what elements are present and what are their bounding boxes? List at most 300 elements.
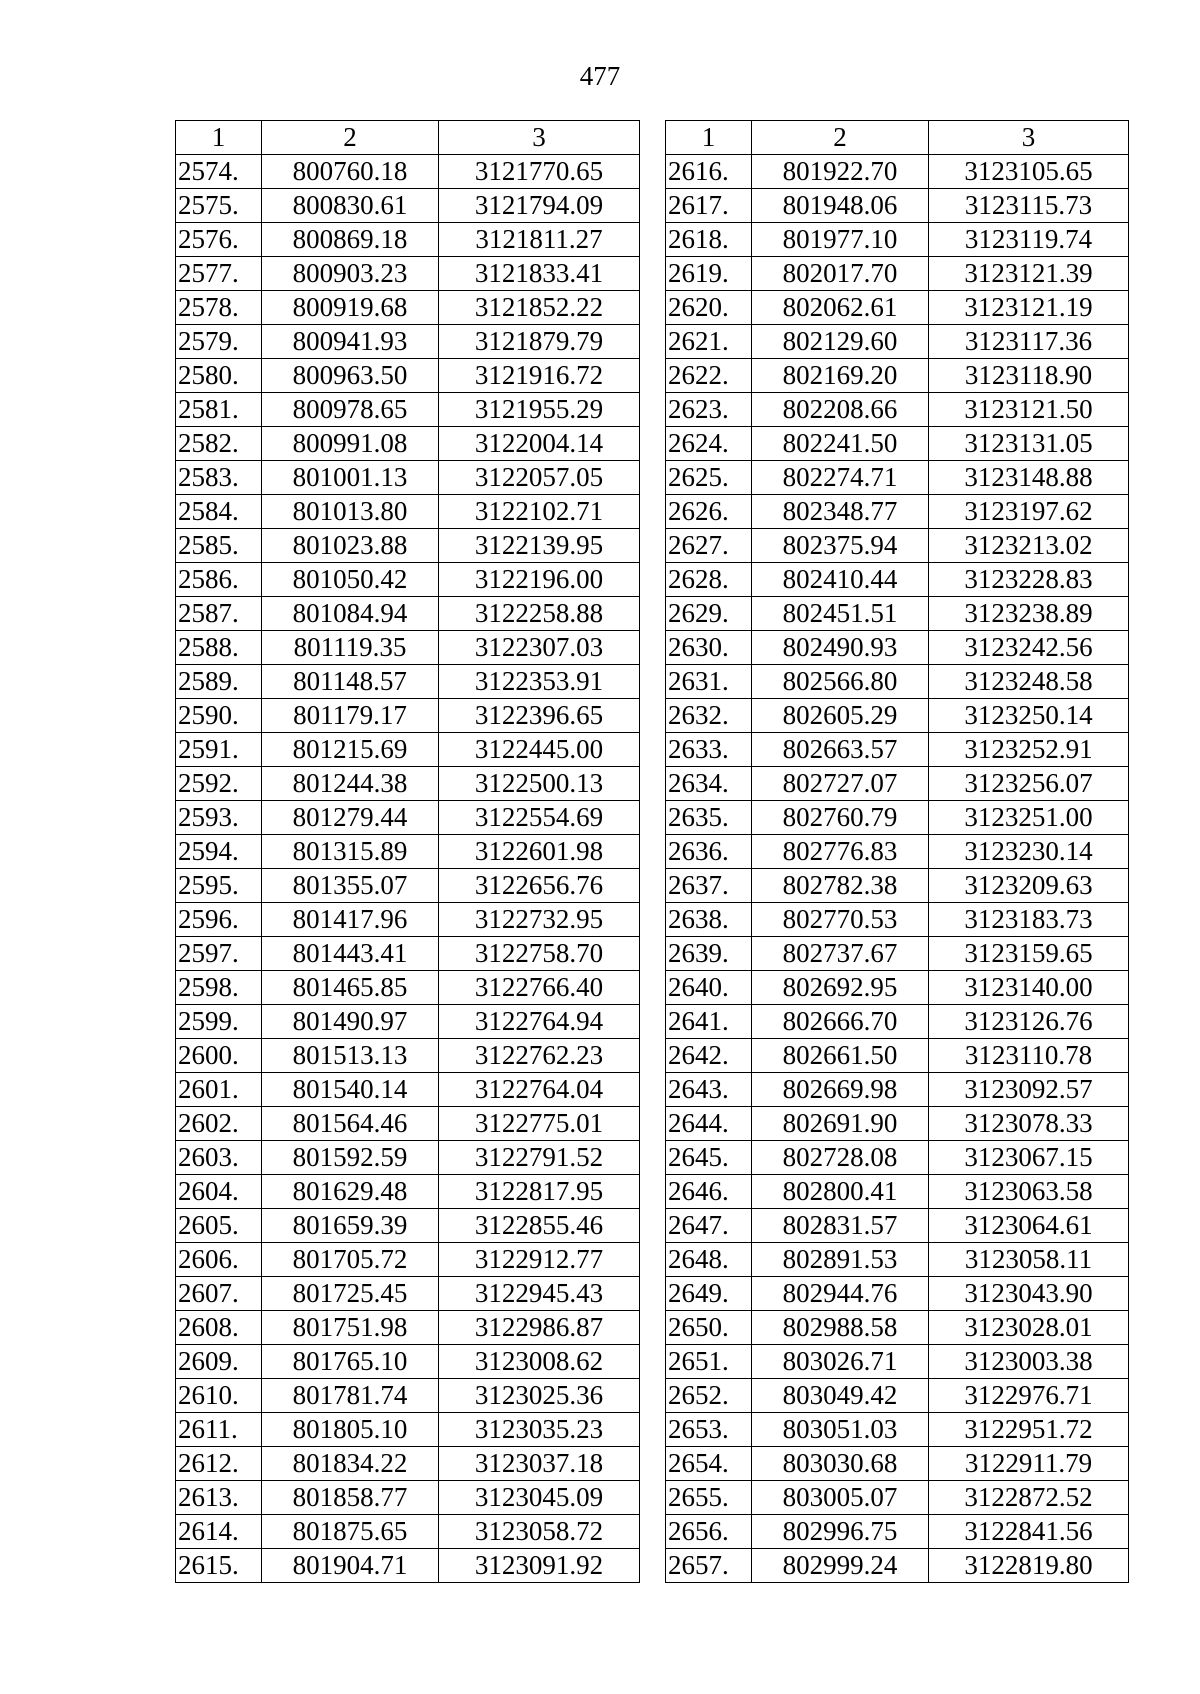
cell-x-coordinate: 802208.66 — [752, 393, 929, 427]
cell-point-number: 2639. — [666, 937, 752, 971]
cell-point-number: 2605. — [176, 1209, 262, 1243]
cell-y-coordinate: 3122911.79 — [929, 1447, 1129, 1481]
table-row — [666, 1481, 1129, 1515]
cell-y-coordinate: 3123252.91 — [929, 733, 1129, 767]
cell-x-coordinate: 802566.80 — [752, 665, 929, 699]
cell-x-coordinate: 801215.69 — [262, 733, 439, 767]
cell-point-number: 2601. — [176, 1073, 262, 1107]
cell-x-coordinate: 800941.93 — [262, 325, 439, 359]
cell-point-number: 2652. — [666, 1379, 752, 1413]
cell-x-coordinate: 802692.95 — [752, 971, 929, 1005]
cell-x-coordinate: 801315.89 — [262, 835, 439, 869]
table-row — [666, 1447, 1129, 1481]
table-row — [666, 461, 1129, 495]
table-row — [666, 767, 1129, 801]
cell-x-coordinate: 802017.70 — [752, 257, 929, 291]
cell-y-coordinate: 3122791.52 — [439, 1141, 640, 1175]
cell-point-number: 2654. — [666, 1447, 752, 1481]
table-row — [666, 1175, 1129, 1209]
cell-x-coordinate: 801781.74 — [262, 1379, 439, 1413]
cell-y-coordinate: 3123064.61 — [929, 1209, 1129, 1243]
cell-x-coordinate: 802661.50 — [752, 1039, 929, 1073]
cell-x-coordinate: 802776.83 — [752, 835, 929, 869]
cell-y-coordinate: 3122196.00 — [439, 563, 640, 597]
cell-x-coordinate: 801858.77 — [262, 1481, 439, 1515]
cell-x-coordinate: 801765.10 — [262, 1345, 439, 1379]
table-row — [176, 801, 640, 835]
cell-x-coordinate: 802451.51 — [752, 597, 929, 631]
cell-y-coordinate: 3123058.72 — [439, 1515, 640, 1549]
cell-x-coordinate: 801875.65 — [262, 1515, 439, 1549]
table-row — [666, 1107, 1129, 1141]
table-row — [666, 223, 1129, 257]
cell-y-coordinate: 3122817.95 — [439, 1175, 640, 1209]
table-row — [176, 427, 640, 461]
table-body — [176, 155, 640, 1583]
table-row — [176, 597, 640, 631]
cell-y-coordinate: 3123256.07 — [929, 767, 1129, 801]
cell-point-number: 2599. — [176, 1005, 262, 1039]
table-row — [176, 1141, 640, 1175]
table-row — [666, 495, 1129, 529]
cell-point-number: 2609. — [176, 1345, 262, 1379]
cell-y-coordinate: 3121770.65 — [439, 155, 640, 189]
cell-x-coordinate: 801834.22 — [262, 1447, 439, 1481]
table-row — [176, 1345, 640, 1379]
cell-point-number: 2602. — [176, 1107, 262, 1141]
cell-y-coordinate: 3123063.58 — [929, 1175, 1129, 1209]
table-row — [666, 155, 1129, 189]
cell-point-number: 2577. — [176, 257, 262, 291]
cell-point-number: 2640. — [666, 971, 752, 1005]
cell-y-coordinate: 3123078.33 — [929, 1107, 1129, 1141]
table-header — [666, 121, 1129, 155]
table-row — [176, 1243, 640, 1277]
header-cell-x: 2 — [262, 121, 439, 155]
cell-x-coordinate: 801659.39 — [262, 1209, 439, 1243]
table-row — [176, 461, 640, 495]
cell-point-number: 2586. — [176, 563, 262, 597]
cell-y-coordinate: 3122762.23 — [439, 1039, 640, 1073]
cell-y-coordinate: 3122396.65 — [439, 699, 640, 733]
table-row — [666, 597, 1129, 631]
cell-y-coordinate: 3122102.71 — [439, 495, 640, 529]
cell-point-number: 2632. — [666, 699, 752, 733]
cell-x-coordinate: 801179.17 — [262, 699, 439, 733]
cell-y-coordinate: 3123117.36 — [929, 325, 1129, 359]
table-row — [666, 869, 1129, 903]
cell-point-number: 2603. — [176, 1141, 262, 1175]
table-row — [176, 903, 640, 937]
table-row — [176, 1073, 640, 1107]
table-row — [176, 971, 640, 1005]
cell-point-number: 2607. — [176, 1277, 262, 1311]
cell-point-number: 2574. — [176, 155, 262, 189]
cell-x-coordinate: 801948.06 — [752, 189, 929, 223]
cell-point-number: 2582. — [176, 427, 262, 461]
cell-x-coordinate: 802241.50 — [752, 427, 929, 461]
cell-y-coordinate: 3123105.65 — [929, 155, 1129, 189]
cell-y-coordinate: 3121811.27 — [439, 223, 640, 257]
cell-x-coordinate: 801805.10 — [262, 1413, 439, 1447]
table-body — [666, 155, 1129, 1583]
cell-x-coordinate: 802728.08 — [752, 1141, 929, 1175]
table-row — [666, 903, 1129, 937]
cell-x-coordinate: 801629.48 — [262, 1175, 439, 1209]
cell-y-coordinate: 3123003.38 — [929, 1345, 1129, 1379]
table-row — [176, 529, 640, 563]
table-row — [176, 1039, 640, 1073]
table-row — [666, 1209, 1129, 1243]
cell-x-coordinate: 803030.68 — [752, 1447, 929, 1481]
cell-x-coordinate: 801977.10 — [752, 223, 929, 257]
table-header — [176, 121, 640, 155]
table-row — [176, 1481, 640, 1515]
cell-point-number: 2645. — [666, 1141, 752, 1175]
cell-point-number: 2590. — [176, 699, 262, 733]
header-row — [666, 121, 1129, 155]
cell-y-coordinate: 3122976.71 — [929, 1379, 1129, 1413]
cell-x-coordinate: 800991.08 — [262, 427, 439, 461]
cell-point-number: 2579. — [176, 325, 262, 359]
cell-x-coordinate: 803049.42 — [752, 1379, 929, 1413]
cell-x-coordinate: 800903.23 — [262, 257, 439, 291]
table-row — [176, 563, 640, 597]
cell-x-coordinate: 801564.46 — [262, 1107, 439, 1141]
cell-x-coordinate: 802490.93 — [752, 631, 929, 665]
cell-point-number: 2647. — [666, 1209, 752, 1243]
table-row — [176, 257, 640, 291]
cell-x-coordinate: 803005.07 — [752, 1481, 929, 1515]
table-row — [176, 1413, 640, 1447]
cell-y-coordinate: 3122945.43 — [439, 1277, 640, 1311]
cell-point-number: 2633. — [666, 733, 752, 767]
table-row — [666, 699, 1129, 733]
cell-x-coordinate: 802375.94 — [752, 529, 929, 563]
cell-point-number: 2593. — [176, 801, 262, 835]
coordinates-table-right — [665, 120, 1129, 1583]
cell-point-number: 2616. — [666, 155, 752, 189]
header-cell-y: 3 — [929, 121, 1129, 155]
cell-point-number: 2623. — [666, 393, 752, 427]
cell-y-coordinate: 3123242.56 — [929, 631, 1129, 665]
table-row — [176, 1005, 640, 1039]
cell-y-coordinate: 3123121.50 — [929, 393, 1129, 427]
cell-point-number: 2578. — [176, 291, 262, 325]
cell-point-number: 2621. — [666, 325, 752, 359]
table-row — [666, 835, 1129, 869]
cell-x-coordinate: 801023.88 — [262, 529, 439, 563]
cell-point-number: 2581. — [176, 393, 262, 427]
table-row — [666, 1549, 1129, 1583]
cell-point-number: 2611. — [176, 1413, 262, 1447]
table-row — [176, 1549, 640, 1583]
cell-y-coordinate: 3123126.76 — [929, 1005, 1129, 1039]
coordinates-table-left — [175, 120, 640, 1583]
cell-x-coordinate: 802274.71 — [752, 461, 929, 495]
cell-point-number: 2598. — [176, 971, 262, 1005]
cell-y-coordinate: 3122951.72 — [929, 1413, 1129, 1447]
cell-y-coordinate: 3122758.70 — [439, 937, 640, 971]
cell-x-coordinate: 802760.79 — [752, 801, 929, 835]
cell-y-coordinate: 3122732.95 — [439, 903, 640, 937]
table-row — [176, 223, 640, 257]
cell-y-coordinate: 3122855.46 — [439, 1209, 640, 1243]
table-row — [666, 1005, 1129, 1039]
cell-x-coordinate: 801540.14 — [262, 1073, 439, 1107]
cell-point-number: 2637. — [666, 869, 752, 903]
cell-point-number: 2622. — [666, 359, 752, 393]
cell-point-number: 2592. — [176, 767, 262, 801]
cell-y-coordinate: 3122004.14 — [439, 427, 640, 461]
cell-point-number: 2610. — [176, 1379, 262, 1413]
cell-x-coordinate: 802782.38 — [752, 869, 929, 903]
table-row — [666, 427, 1129, 461]
cell-y-coordinate: 3123067.15 — [929, 1141, 1129, 1175]
cell-x-coordinate: 802691.90 — [752, 1107, 929, 1141]
table-row — [666, 1277, 1129, 1311]
table-row — [176, 699, 640, 733]
table-row — [666, 529, 1129, 563]
cell-y-coordinate: 3122353.91 — [439, 665, 640, 699]
page-number: 477 — [579, 61, 621, 91]
cell-x-coordinate: 802129.60 — [752, 325, 929, 359]
cell-point-number: 2595. — [176, 869, 262, 903]
cell-point-number: 2580. — [176, 359, 262, 393]
table-row — [666, 1345, 1129, 1379]
cell-point-number: 2612. — [176, 1447, 262, 1481]
table-row — [176, 1277, 640, 1311]
table-row — [176, 1175, 640, 1209]
cell-point-number: 2656. — [666, 1515, 752, 1549]
cell-x-coordinate: 802410.44 — [752, 563, 929, 597]
table-row — [666, 1515, 1129, 1549]
cell-x-coordinate: 801119.35 — [262, 631, 439, 665]
cell-point-number: 2643. — [666, 1073, 752, 1107]
cell-x-coordinate: 801244.38 — [262, 767, 439, 801]
cell-point-number: 2627. — [666, 529, 752, 563]
cell-point-number: 2585. — [176, 529, 262, 563]
cell-y-coordinate: 3122656.76 — [439, 869, 640, 903]
cell-point-number: 2657. — [666, 1549, 752, 1583]
cell-y-coordinate: 3123092.57 — [929, 1073, 1129, 1107]
cell-x-coordinate: 802999.24 — [752, 1549, 929, 1583]
cell-y-coordinate: 3123035.23 — [439, 1413, 640, 1447]
cell-x-coordinate: 802988.58 — [752, 1311, 929, 1345]
cell-y-coordinate: 3122258.88 — [439, 597, 640, 631]
table-row — [666, 359, 1129, 393]
cell-point-number: 2634. — [666, 767, 752, 801]
cell-point-number: 2626. — [666, 495, 752, 529]
cell-x-coordinate: 800963.50 — [262, 359, 439, 393]
table-row — [176, 325, 640, 359]
cell-y-coordinate: 3123028.01 — [929, 1311, 1129, 1345]
cell-x-coordinate: 802891.53 — [752, 1243, 929, 1277]
table-row — [176, 937, 640, 971]
cell-y-coordinate: 3123148.88 — [929, 461, 1129, 495]
cell-y-coordinate: 3123197.62 — [929, 495, 1129, 529]
cell-y-coordinate: 3123110.78 — [929, 1039, 1129, 1073]
cell-y-coordinate: 3123230.14 — [929, 835, 1129, 869]
cell-x-coordinate: 800919.68 — [262, 291, 439, 325]
header-row — [176, 121, 640, 155]
cell-point-number: 2597. — [176, 937, 262, 971]
cell-point-number: 2649. — [666, 1277, 752, 1311]
cell-y-coordinate: 3123248.58 — [929, 665, 1129, 699]
cell-y-coordinate: 3123119.74 — [929, 223, 1129, 257]
cell-x-coordinate: 803026.71 — [752, 1345, 929, 1379]
cell-point-number: 2614. — [176, 1515, 262, 1549]
cell-y-coordinate: 3123121.39 — [929, 257, 1129, 291]
table-row — [666, 665, 1129, 699]
cell-x-coordinate: 802737.67 — [752, 937, 929, 971]
cell-y-coordinate: 3123115.73 — [929, 189, 1129, 223]
cell-y-coordinate: 3122986.87 — [439, 1311, 640, 1345]
cell-point-number: 2615. — [176, 1549, 262, 1583]
cell-y-coordinate: 3122139.95 — [439, 529, 640, 563]
cell-point-number: 2606. — [176, 1243, 262, 1277]
cell-x-coordinate: 801013.80 — [262, 495, 439, 529]
table-row — [666, 971, 1129, 1005]
cell-point-number: 2575. — [176, 189, 262, 223]
cell-point-number: 2620. — [666, 291, 752, 325]
cell-x-coordinate: 800830.61 — [262, 189, 439, 223]
cell-y-coordinate: 3122766.40 — [439, 971, 640, 1005]
table-row — [176, 733, 640, 767]
cell-y-coordinate: 3123058.11 — [929, 1243, 1129, 1277]
cell-y-coordinate: 3122764.94 — [439, 1005, 640, 1039]
cell-x-coordinate: 802944.76 — [752, 1277, 929, 1311]
cell-x-coordinate: 803051.03 — [752, 1413, 929, 1447]
cell-x-coordinate: 802062.61 — [752, 291, 929, 325]
cell-y-coordinate: 3122872.52 — [929, 1481, 1129, 1515]
cell-x-coordinate: 800978.65 — [262, 393, 439, 427]
cell-x-coordinate: 802605.29 — [752, 699, 929, 733]
table-row — [666, 1243, 1129, 1277]
cell-point-number: 2608. — [176, 1311, 262, 1345]
table-row — [176, 631, 640, 665]
cell-x-coordinate: 800869.18 — [262, 223, 439, 257]
cell-x-coordinate: 802831.57 — [752, 1209, 929, 1243]
cell-point-number: 2648. — [666, 1243, 752, 1277]
cell-y-coordinate: 3121794.09 — [439, 189, 640, 223]
table-row — [176, 1107, 640, 1141]
cell-point-number: 2646. — [666, 1175, 752, 1209]
cell-y-coordinate: 3123025.36 — [439, 1379, 640, 1413]
cell-x-coordinate: 801922.70 — [752, 155, 929, 189]
table-row — [666, 257, 1129, 291]
table-row — [666, 291, 1129, 325]
cell-y-coordinate: 3123008.62 — [439, 1345, 640, 1379]
cell-y-coordinate: 3121852.22 — [439, 291, 640, 325]
cell-x-coordinate: 802770.53 — [752, 903, 929, 937]
cell-y-coordinate: 3123045.09 — [439, 1481, 640, 1515]
cell-x-coordinate: 801443.41 — [262, 937, 439, 971]
cell-x-coordinate: 801050.42 — [262, 563, 439, 597]
cell-y-coordinate: 3121833.41 — [439, 257, 640, 291]
cell-point-number: 2629. — [666, 597, 752, 631]
cell-x-coordinate: 801355.07 — [262, 869, 439, 903]
cell-y-coordinate: 3123250.14 — [929, 699, 1129, 733]
table-row — [176, 1311, 640, 1345]
cell-y-coordinate: 3123131.05 — [929, 427, 1129, 461]
cell-point-number: 2617. — [666, 189, 752, 223]
cell-x-coordinate: 801904.71 — [262, 1549, 439, 1583]
cell-point-number: 2651. — [666, 1345, 752, 1379]
cell-x-coordinate: 800760.18 — [262, 155, 439, 189]
cell-y-coordinate: 3122841.56 — [929, 1515, 1129, 1549]
cell-point-number: 2624. — [666, 427, 752, 461]
cell-x-coordinate: 801490.97 — [262, 1005, 439, 1039]
table-row — [666, 1039, 1129, 1073]
header-cell-x: 2 — [752, 121, 929, 155]
table-row — [666, 393, 1129, 427]
cell-point-number: 2642. — [666, 1039, 752, 1073]
cell-y-coordinate: 3123238.89 — [929, 597, 1129, 631]
cell-x-coordinate: 801513.13 — [262, 1039, 439, 1073]
table-row — [176, 155, 640, 189]
cell-y-coordinate: 3122445.00 — [439, 733, 640, 767]
cell-x-coordinate: 801279.44 — [262, 801, 439, 835]
cell-y-coordinate: 3123043.90 — [929, 1277, 1129, 1311]
table-row — [176, 1447, 640, 1481]
table-row — [176, 767, 640, 801]
table-row — [666, 733, 1129, 767]
cell-y-coordinate: 3122057.05 — [439, 461, 640, 495]
cell-point-number: 2583. — [176, 461, 262, 495]
cell-y-coordinate: 3122554.69 — [439, 801, 640, 835]
cell-x-coordinate: 801465.85 — [262, 971, 439, 1005]
cell-point-number: 2641. — [666, 1005, 752, 1039]
table-row — [176, 1515, 640, 1549]
header-cell-number: 1 — [666, 121, 752, 155]
cell-point-number: 2644. — [666, 1107, 752, 1141]
cell-point-number: 2628. — [666, 563, 752, 597]
cell-y-coordinate: 3123140.00 — [929, 971, 1129, 1005]
table-row — [176, 189, 640, 223]
cell-y-coordinate: 3121955.29 — [439, 393, 640, 427]
table-row — [176, 1379, 640, 1413]
cell-x-coordinate: 801705.72 — [262, 1243, 439, 1277]
table-row — [176, 495, 640, 529]
cell-x-coordinate: 802666.70 — [752, 1005, 929, 1039]
cell-x-coordinate: 802669.98 — [752, 1073, 929, 1107]
table-row — [176, 291, 640, 325]
table-row — [666, 1379, 1129, 1413]
cell-y-coordinate: 3122500.13 — [439, 767, 640, 801]
cell-point-number: 2576. — [176, 223, 262, 257]
cell-point-number: 2584. — [176, 495, 262, 529]
cell-y-coordinate: 3123209.63 — [929, 869, 1129, 903]
cell-y-coordinate: 3123228.83 — [929, 563, 1129, 597]
cell-x-coordinate: 802727.07 — [752, 767, 929, 801]
table-row — [666, 563, 1129, 597]
cell-point-number: 2630. — [666, 631, 752, 665]
cell-x-coordinate: 801417.96 — [262, 903, 439, 937]
table-row — [176, 869, 640, 903]
cell-y-coordinate: 3123121.19 — [929, 291, 1129, 325]
cell-x-coordinate: 802663.57 — [752, 733, 929, 767]
cell-x-coordinate: 801751.98 — [262, 1311, 439, 1345]
header-cell-number: 1 — [176, 121, 262, 155]
cell-x-coordinate: 802800.41 — [752, 1175, 929, 1209]
cell-point-number: 2631. — [666, 665, 752, 699]
cell-point-number: 2587. — [176, 597, 262, 631]
cell-point-number: 2636. — [666, 835, 752, 869]
cell-point-number: 2618. — [666, 223, 752, 257]
cell-point-number: 2619. — [666, 257, 752, 291]
table-row — [666, 1311, 1129, 1345]
